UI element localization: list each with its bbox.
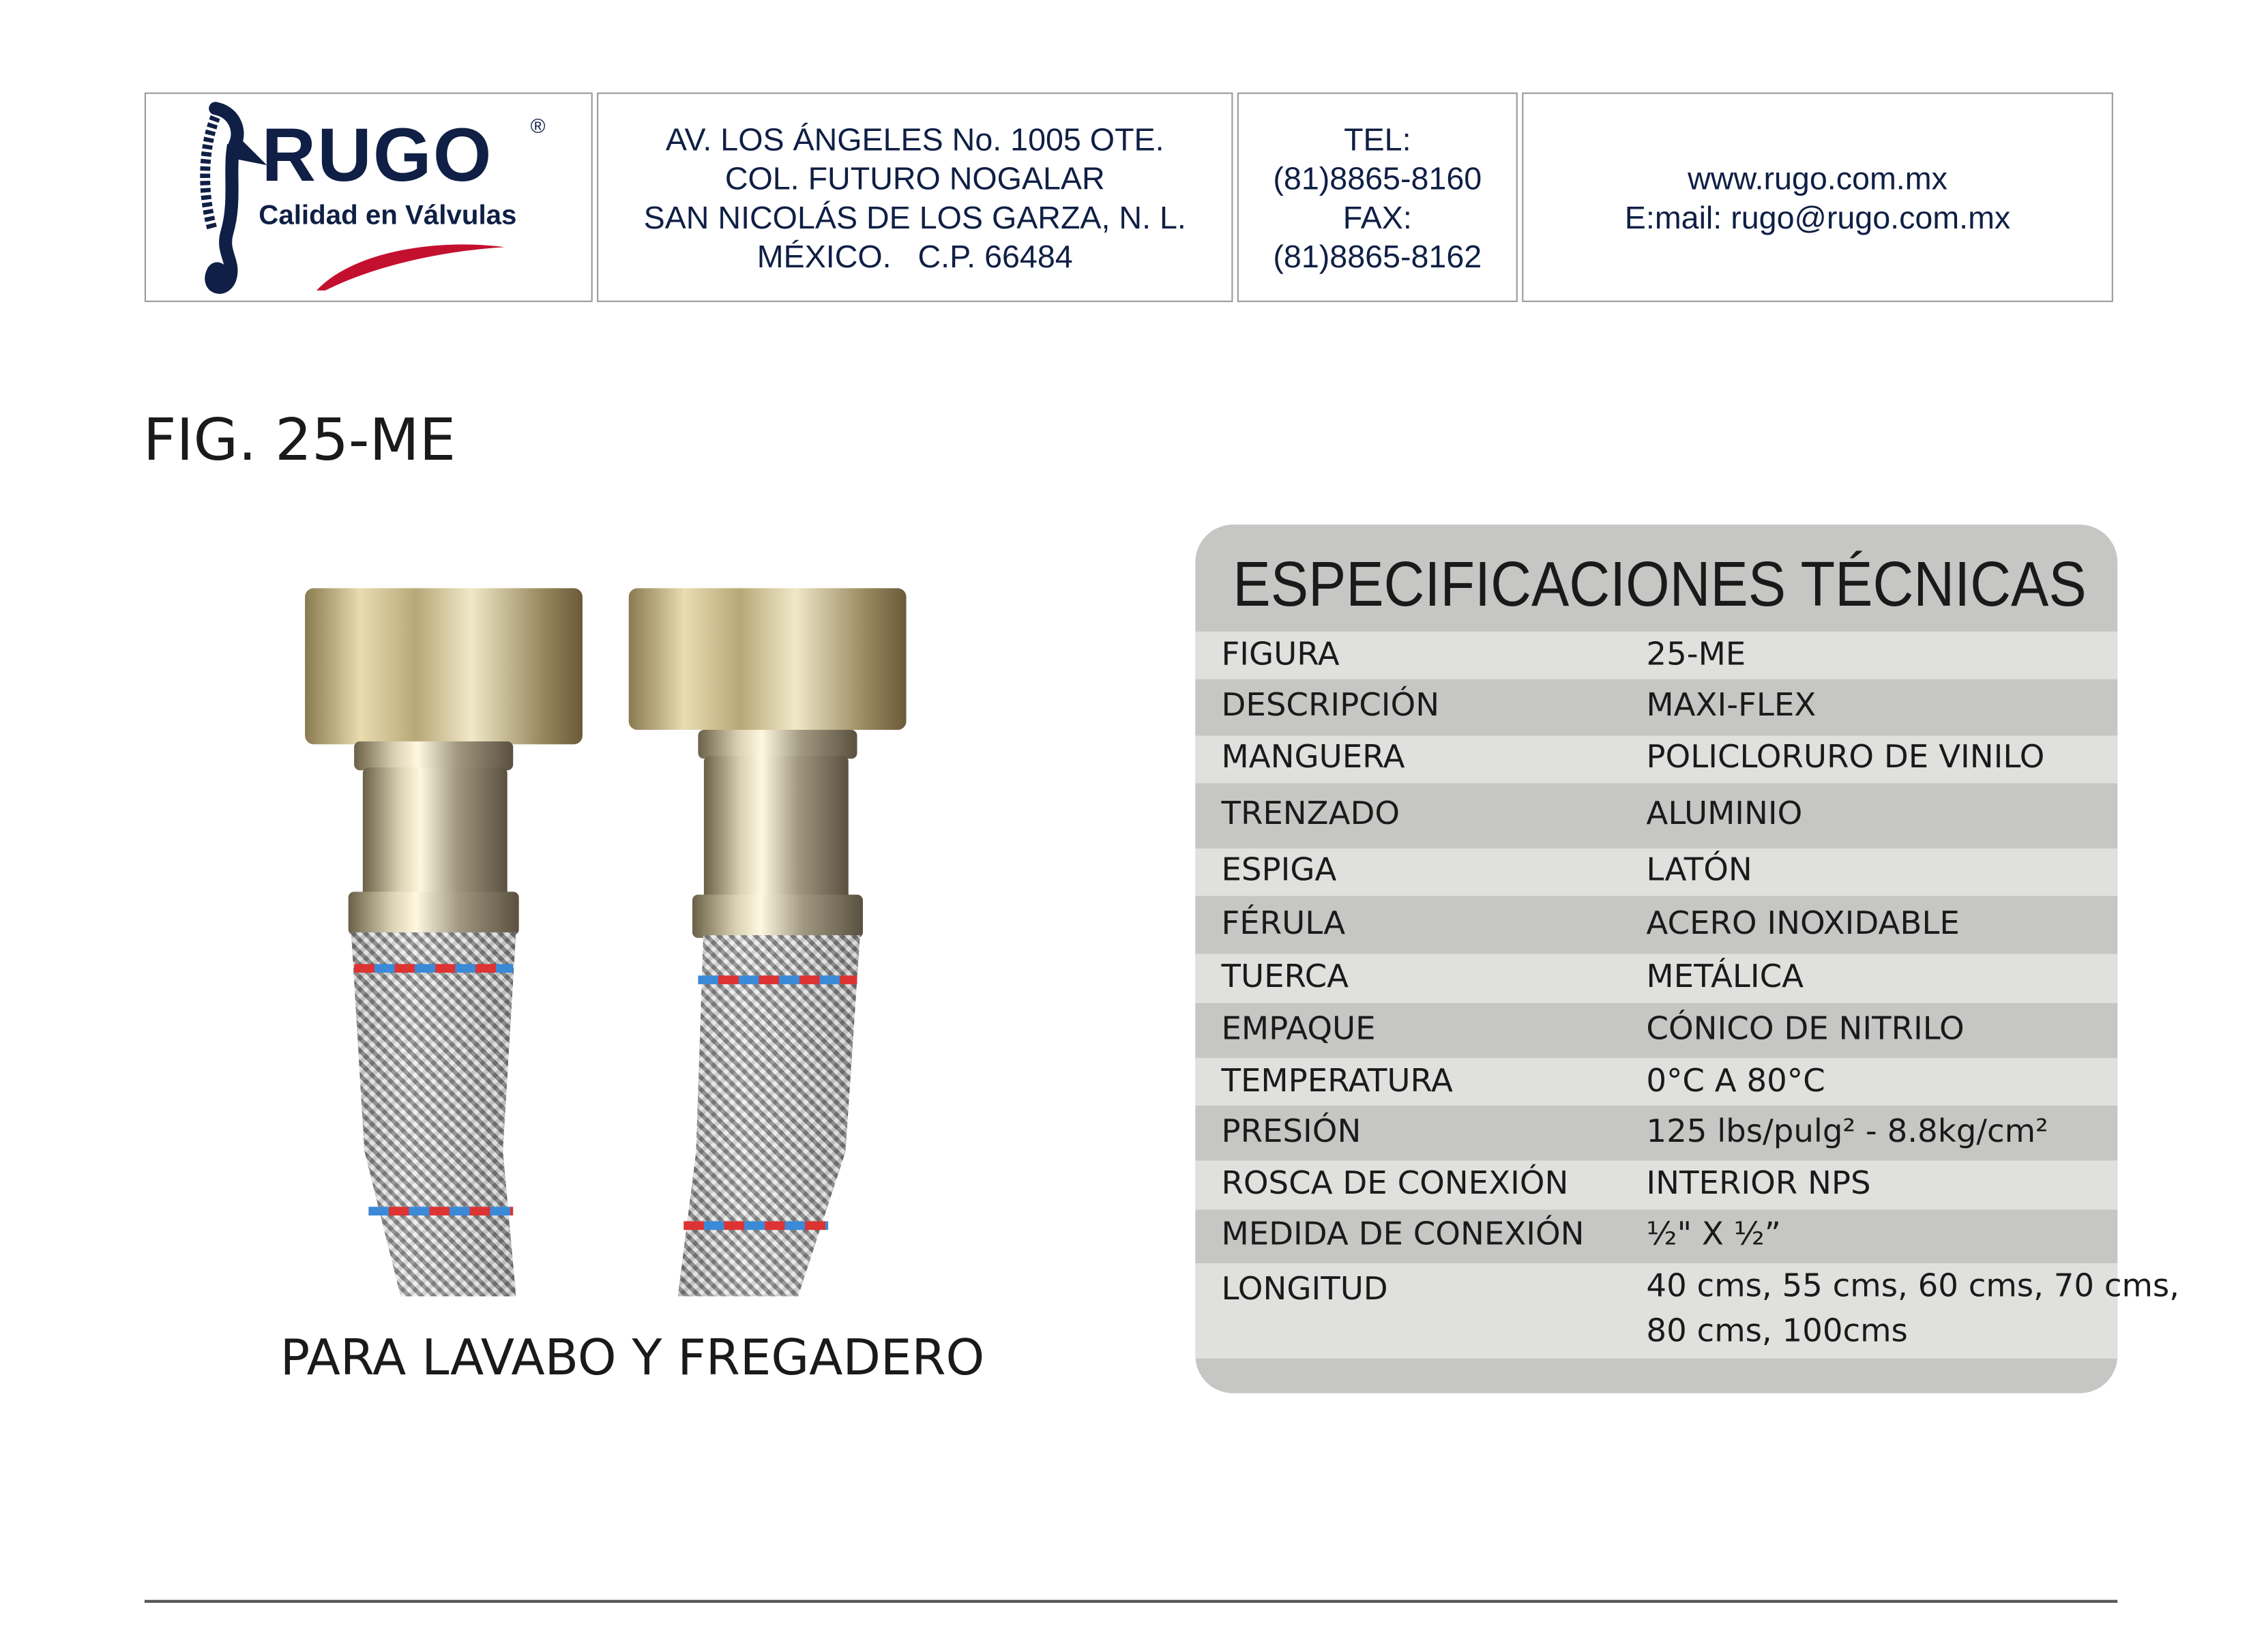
spec-row — [1195, 1003, 2117, 1059]
logo-box — [145, 93, 593, 302]
hose-nut — [305, 588, 583, 744]
spec-row — [1195, 954, 2117, 1003]
spec-label: LONGITUD — [1221, 1271, 1388, 1308]
registered-mark: ® — [530, 114, 546, 138]
spec-value: ALUMINIO — [1646, 796, 1803, 833]
spec-value: INTERIOR NPS — [1646, 1166, 1871, 1203]
spec-label: PRESIÓN — [1221, 1114, 1362, 1151]
address-line: AV. LOS ÁNGELES No. 1005 OTE. — [665, 120, 1164, 157]
spec-row — [1195, 736, 2117, 784]
spec-row — [1195, 896, 2117, 954]
hose-collar — [698, 730, 857, 758]
spec-label: EMPAQUE — [1221, 1012, 1376, 1048]
web-box — [1522, 93, 2113, 302]
hose-braid — [678, 935, 860, 1297]
brand-name: RUGO — [261, 114, 493, 198]
spec-label: MEDIDA DE CONEXIÓN — [1221, 1217, 1585, 1254]
spec-label: MANGUERA — [1221, 739, 1405, 776]
hose-nut — [629, 588, 907, 730]
spec-row — [1195, 849, 2117, 896]
fax-label: FAX: — [1342, 198, 1412, 235]
address-line: COL. FUTURO NOGALAR — [724, 160, 1105, 196]
product-caption: PARA LAVABO Y FREGADERO — [280, 1329, 985, 1388]
tel-label: TEL: — [1344, 120, 1411, 157]
spec-value: 125 lbs/pulg² - 8.8kg/cm² — [1646, 1114, 2048, 1151]
spec-label: TRENZADO — [1221, 796, 1400, 833]
spec-value-line2: 80 cms, 100cms — [1646, 1314, 1908, 1351]
spec-row — [1195, 1263, 2180, 1359]
spec-label: DESCRIPCIÓN — [1221, 688, 1440, 724]
spec-value: 25-ME — [1646, 637, 1746, 674]
hose-collar — [363, 767, 508, 898]
seahorse-logo-icon — [183, 102, 256, 296]
spec-value: 40 cms, 55 cms, 60 cms, 70 cms, — [1646, 1269, 2180, 1306]
hose-left — [296, 585, 585, 1296]
brand-tagline: Calidad en Válvulas — [259, 201, 517, 232]
address-line: MÉXICO. C.P. 66484 — [756, 237, 1073, 274]
spec-value: 0°C A 80°C — [1646, 1063, 1825, 1100]
spec-value: CÓNICO DE NITRILO — [1646, 1012, 1965, 1048]
spec-value: POLICLORURO DE VINILO — [1646, 739, 2045, 776]
spec-value: ACERO INOXIDABLE — [1646, 906, 1960, 943]
spec-label: ESPIGA — [1221, 853, 1337, 889]
footer-divider — [145, 1600, 2117, 1603]
spec-row — [1195, 783, 2117, 848]
product-image — [296, 585, 917, 1296]
address-line: SAN NICOLÁS DE LOS GARZA, N. L. — [643, 198, 1186, 235]
spec-row — [1195, 679, 2117, 736]
website-link[interactable]: www.rugo.com.mx — [1688, 160, 1947, 196]
spec-value: LATÓN — [1646, 853, 1752, 889]
spec-row — [1195, 632, 2117, 679]
hose-collar — [704, 756, 849, 900]
fax-number: (81)8865-8162 — [1273, 237, 1482, 274]
hose-right — [626, 585, 915, 1296]
specs-title-area — [1233, 545, 2085, 629]
spec-row — [1195, 1160, 2117, 1209]
email-link[interactable]: E:mail: rugo@rugo.com.mx — [1624, 198, 2011, 235]
specs-title: ESPECIFICACIONES TÉCNICAS — [1233, 549, 2087, 621]
hose-braid — [351, 932, 516, 1297]
hose-collar — [349, 891, 519, 935]
figure-title: FIG. 25-ME — [143, 407, 456, 474]
spec-row — [1195, 1210, 2117, 1263]
spec-label: FÉRULA — [1221, 906, 1346, 943]
red-swoosh-icon — [311, 239, 514, 297]
spec-label: FIGURA — [1221, 637, 1340, 674]
hose-stripe — [354, 964, 513, 973]
spec-label: TEMPERATURA — [1221, 1063, 1453, 1100]
phone-box — [1237, 93, 1518, 302]
hose-stripe — [368, 1207, 513, 1215]
spec-label: ROSCA DE CONEXIÓN — [1221, 1166, 1569, 1203]
hose-collar — [692, 895, 863, 939]
hose-stripe — [683, 1221, 828, 1230]
spec-value: MAXI-FLEX — [1646, 688, 1817, 724]
tel-number[interactable]: (81)8865-8160 — [1273, 160, 1482, 196]
address-box — [597, 93, 1233, 302]
spec-row — [1195, 1058, 2117, 1106]
spec-value: METÁLICA — [1646, 959, 1804, 996]
hose-collar — [354, 741, 513, 770]
hose-stripe — [698, 975, 857, 984]
spec-value: ½" X ½” — [1646, 1217, 1781, 1254]
specs-panel — [1195, 525, 2180, 1393]
spec-label: TUERCA — [1221, 959, 1349, 996]
spec-row — [1195, 1106, 2117, 1161]
